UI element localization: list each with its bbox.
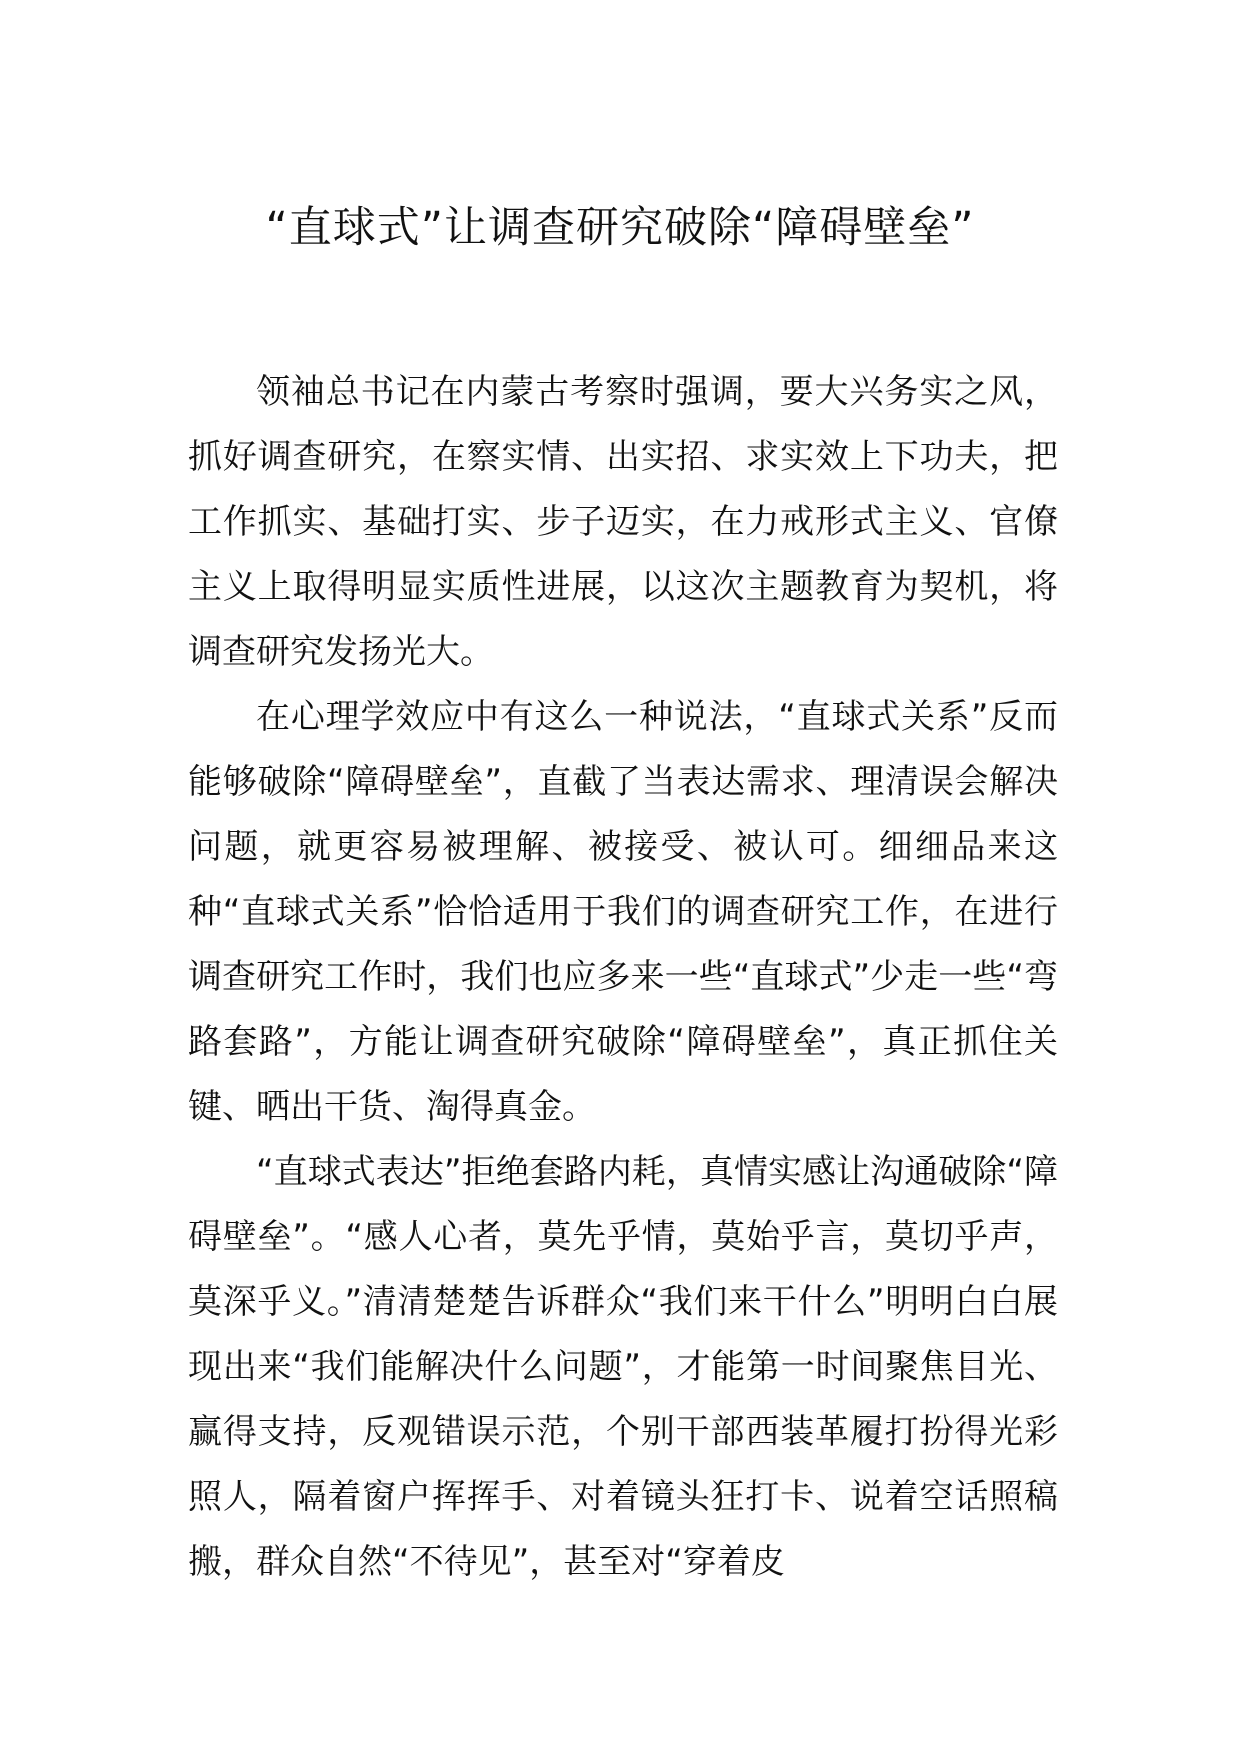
paragraph-3: “直球式表达”拒绝套路内耗，真情实感让沟通破除“障碍壁垒”。“感人心者，莫先乎情，莫始乎言，莫切乎声，莫深乎义。”清清楚楚告诉群众“我们来干什么”明明白白展现出来“我们能解决什么问题”，才能第一时间聚焦目光、赢得支持，反观错误示范，个别干部西装革履打扮得光彩照人，隔着窗户挥挥手、对着镜头狂打卡、说着空话照稿搬，群众自然“不待见”，甚至对“穿着皮 xyxy=(188,1152,1058,1582)
paragraph-1: 领袖总书记在内蒙古考察时强调，要大兴务实之风，抓好调查研究，在察实情、出实招、求实效上下功夫，把工作抓实、基础打实、步子迈实，在力戒形式主义、官僚主义上取得明显实质性进展，以这次主题教育为契机，将调查研究发扬光大。 xyxy=(188,372,1058,672)
document-body xyxy=(188,360,1058,1595)
paragraph-2: 在心理学效应中有这么一种说法，“直球式关系”反而能够破除“障碍壁垒”，直截了当表达需求、理清误会解决问题，就更容易被理解、被接受、被认可。细细品来这种“直球式关系”恰恰适用于我们的调查研究工作，在进行调查研究工作时，我们也应多来一些“直球式”少走一些“弯路套路”，方能让调查研究破除“障碍壁垒”，真正抓住关键、晒出干货、淘得真金。 xyxy=(188,697,1058,1127)
document-title: “直球式”让调查研究破除“障碍壁垒” xyxy=(265,203,975,253)
